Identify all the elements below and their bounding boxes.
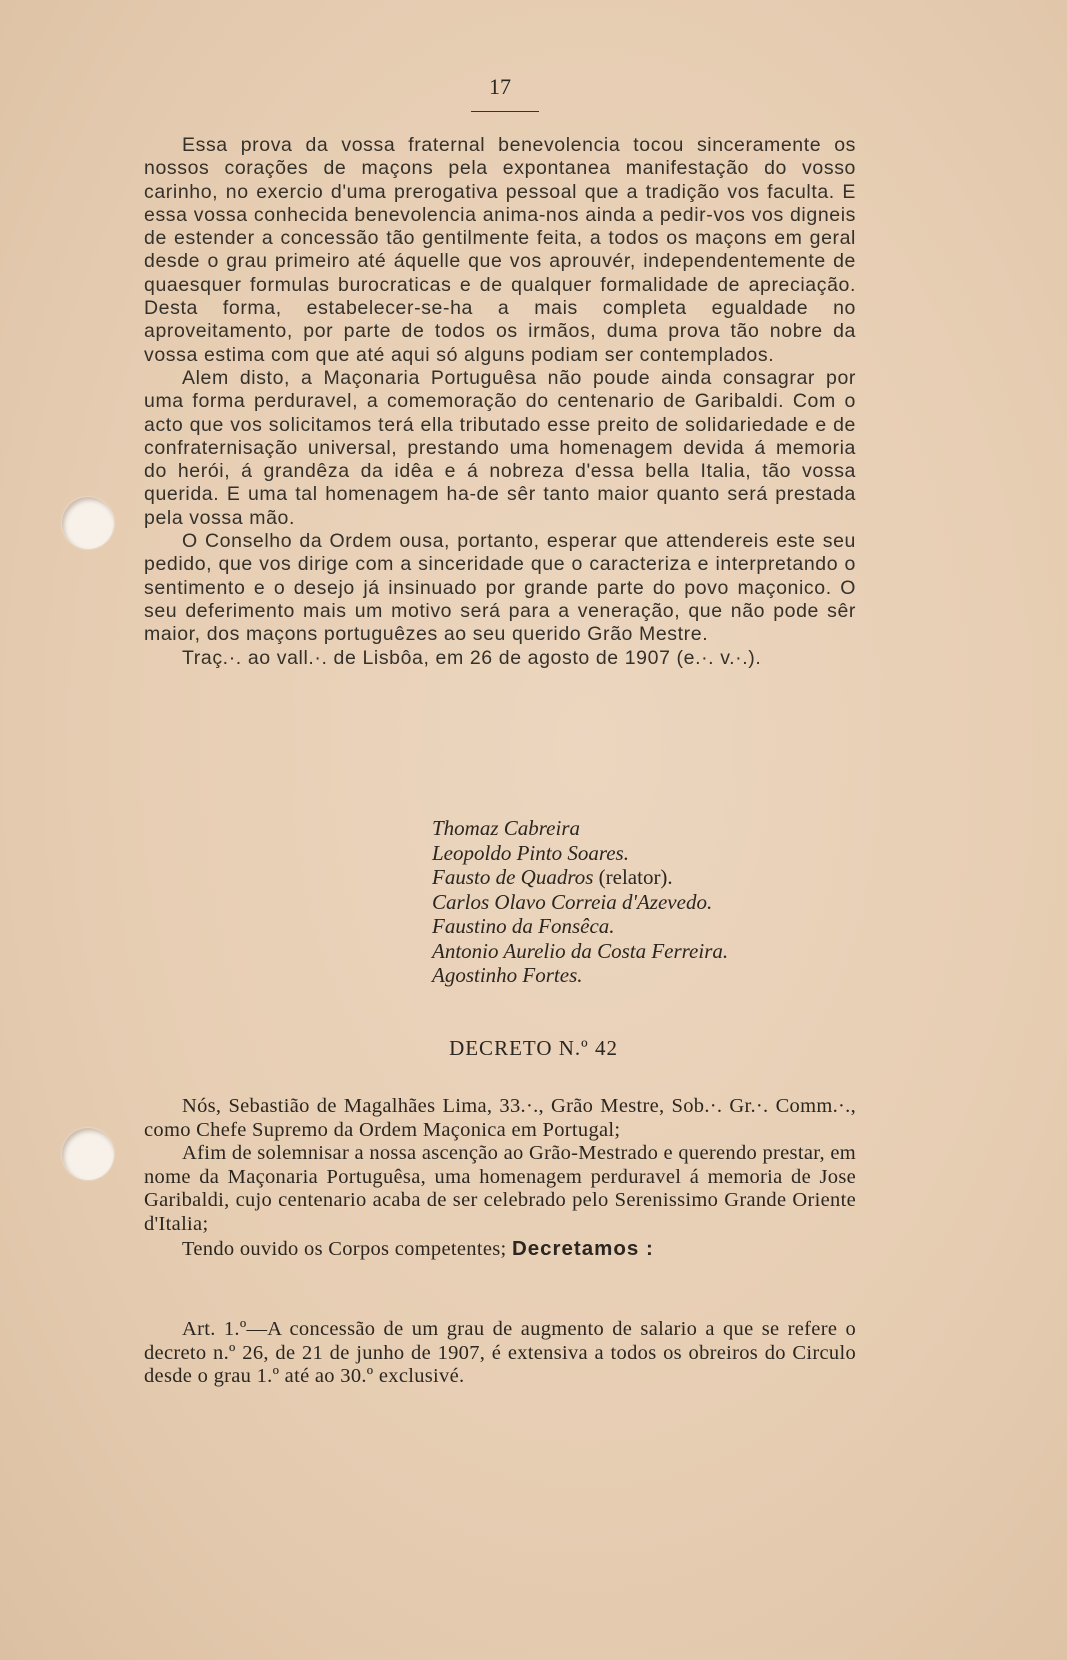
signatory: Leopoldo Pinto Soares.: [432, 840, 629, 865]
letter-paragraph: Alem disto, a Maçonaria Portuguêsa não poude ainda consagrar por uma forma perduravel, a comemoração do centenario de Garibaldi. Com o acto que vos solicitamos terá ella tributado esse preito de solidariedade e de confraternisação universal, prestando uma homenagem devida á memoria do herói, á grandêza da idêa e á nobreza d'essa bella Italia, tão vossa querida. E uma tal homenagem ha-de sêr tanto maior quanto será prestada pela vossa mão.: [144, 366, 856, 529]
decree-paragraph: Nós, Sebastião de Magalhães Lima, 33.·., Grão Mestre, Sob.·. Gr.·. Comm.·., como Chefe Supremo da Ordem Maçonica em Portugal;: [144, 1095, 856, 1141]
binder-hole-bottom: [62, 1128, 114, 1180]
signatory: Thomaz Cabreira: [432, 816, 580, 840]
signatory: Carlos Olavo Correia d'Azevedo.: [432, 889, 713, 914]
page-number: 17: [489, 74, 511, 99]
article-paragraph: Art. 1.º—A concessão de um grau de augmento de salario a que se refere o decreto n.º 26, de 21 de junho de 1907, é extensiva a todos os obreiros do Circulo desde o grau 1.º até ao 30.º exclusivé.: [144, 1318, 856, 1388]
decree-enactment: [144, 1237, 856, 1262]
decree-preamble: [144, 1095, 856, 1261]
signatory-name: Fausto de Quadros: [432, 865, 594, 889]
letter-body: [144, 134, 856, 670]
signatory: Agostinho Fortes.: [432, 963, 583, 987]
relator-note: (relator).: [598, 865, 673, 889]
decree-title: DECRETO N.º 42: [449, 1036, 618, 1060]
letter-paragraph: Essa prova da vossa fraternal benevolencia tocou sinceramente os nossos corações de maçons pela expontanea manifestação do vosso carinho, no exercio d'uma prerogativa pessoal que a tradição vos faculta. E essa vossa conhecida benevolencia anima-nos ainda a pedir-vos vos digneis de estender a concessão tão gentilmente feita, a todos os maçons em geral desde o grau primeiro até áquelle que vos aprouvér, independentemente de quaesquer formulas burocraticas e de qualquer formalidade de apreciação. Desta forma, estabelecer-se-ha a mais completa egualdade no aproveitamento, por parte de todos os irmãos, duma prova tão nobre da vossa estima com que até aqui só alguns podiam ser contemplados.: [144, 134, 856, 366]
heard-clause: Tendo ouvido os Corpos competentes;: [182, 1237, 507, 1260]
page-number-rule: [471, 111, 539, 112]
decree-paragraph: Afim de solemnisar a nossa ascenção ao Grão-Mestrado e querendo prestar, em nome da Maçonaria Portuguêsa, uma homenagem perduravel á memoria de Jose Garibaldi, cujo centenario acaba de ser celebrado pelo Serenissimo Grande Oriente d'Italia;: [144, 1142, 857, 1235]
letter-paragraph: O Conselho da Ordem ousa, portanto, esperar que attendereis este seu pedido, que vos dirige com a sinceridade que o caracteriza e interpretando o sentimento e o desejo já insinuado por grande parte do povo maçonico. O seu deferimento mais um motivo será para a veneração, que não pode sêr maior, dos maçons portuguêzes ao seu querido Grão Mestre.: [144, 530, 856, 646]
decretamos-label: Decretamos :: [511, 1236, 654, 1260]
decree-article: [144, 1318, 856, 1389]
signature-block: [432, 816, 728, 988]
signatory: [432, 865, 728, 890]
binder-hole-top: [62, 497, 114, 549]
signatory: Faustino da Fonsêca.: [432, 914, 615, 938]
letter-dateline: Traç.·. ao vall.·. de Lisbôa, em 26 de agosto de 1907 (e.·. v.·.).: [182, 646, 762, 669]
signatory: Antonio Aurelio da Costa Ferreira.: [432, 938, 729, 963]
